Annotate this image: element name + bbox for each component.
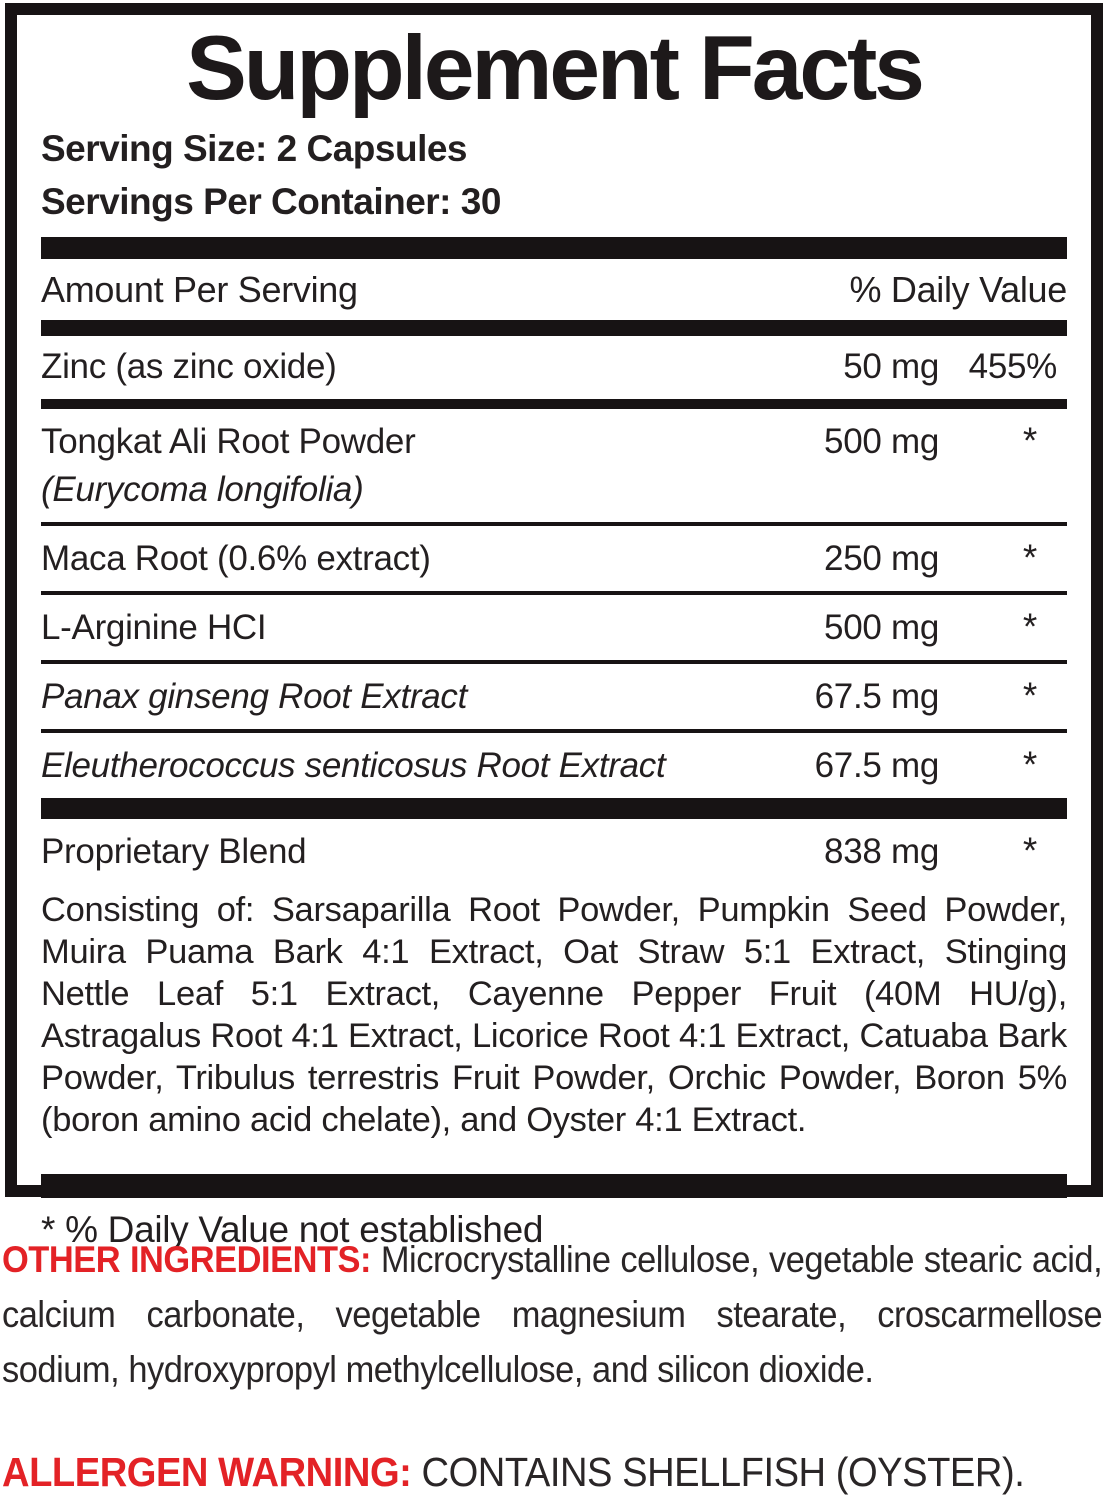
serving-size: Serving Size: 2 Capsules xyxy=(41,127,468,169)
amount-per-serving-header: Amount Per Serving xyxy=(41,268,358,310)
separator-bar-thick xyxy=(41,798,1067,819)
nutrient-amount: 838 mg xyxy=(824,831,939,871)
nutrient-name: Proprietary Blend xyxy=(41,831,307,871)
proprietary-blend-description: Consisting of: Sarsaparilla Root Powder, Pumpkin Seed Powder, Muira Puama Bark 4:1 Extract, Oat Straw 5:1 Extract, Stinging Nettle Leaf 5:1 Extract, Cayenne Pepper Fruit (40M HU/g), Astragalus Root 4:1 Extract, Licorice Root 4:1 Extract, Catuaba Bark Powder, Tribulus terrestris Fruit Powder, Orchic Powder, Boron 5% (boron amino acid chelate), and Oyster 4:1 Extract. xyxy=(41,890,1067,1139)
separator-bar-medium xyxy=(41,399,1067,409)
nutrient-daily-value: * xyxy=(1022,674,1037,716)
separator-bar-thick xyxy=(41,1174,1067,1198)
separator-bar-thick xyxy=(41,237,1067,259)
nutrient-daily-value: * xyxy=(1022,743,1037,785)
nutrient-daily-value: * xyxy=(1022,605,1037,647)
servings-per-container: Servings Per Container: 30 xyxy=(41,180,501,222)
nutrient-name-main: Tongkat Ali Root Powder xyxy=(41,421,416,461)
nutrient-name xyxy=(41,422,789,510)
spacer xyxy=(41,1141,1067,1174)
nutrient-name: Zinc (as zinc oxide) xyxy=(41,346,337,386)
allergen-warning-text: CONTAINS SHELLFISH (OYSTER). xyxy=(421,1449,1025,1495)
nutrient-row-maca-root xyxy=(41,526,1067,591)
nutrient-name: Panax ginseng Root Extract xyxy=(41,676,468,716)
nutrient-row-tongkat-ali xyxy=(41,409,1067,522)
nutrient-daily-value: 455% xyxy=(968,346,1057,386)
nutrient-amount: 67.5 mg xyxy=(814,745,939,785)
nutrient-latin-name: (Eurycoma longifolia) xyxy=(41,469,364,509)
other-ingredients-paragraph xyxy=(2,1232,1102,1397)
daily-value-header: % Daily Value xyxy=(849,268,1067,310)
nutrient-amount: 500 mg xyxy=(824,421,939,461)
nutrient-amount: 500 mg xyxy=(824,607,939,647)
daily-value-footnote: * % Daily Value not established xyxy=(41,1208,544,1250)
panel-title: Supplement Facts xyxy=(186,18,922,119)
nutrient-name: Maca Root (0.6% extract) xyxy=(41,538,431,578)
separator-bar-medium xyxy=(41,320,1067,336)
nutrient-row-l-arginine xyxy=(41,595,1067,660)
nutrient-amount: 250 mg xyxy=(824,538,939,578)
nutrient-row-proprietary-blend xyxy=(41,819,1067,884)
nutrient-row-zinc xyxy=(41,336,1067,399)
nutrient-daily-value: * xyxy=(1022,829,1037,871)
supplement-facts-panel xyxy=(5,3,1103,1250)
nutrient-amount: 67.5 mg xyxy=(814,676,939,716)
other-ingredients-label: OTHER INGREDIENTS: xyxy=(2,1239,372,1280)
column-header-row xyxy=(41,259,1067,320)
nutrient-row-eleutherococcus xyxy=(41,733,1067,798)
allergen-warning-paragraph xyxy=(2,1448,1102,1496)
nutrient-name: Eleutherococcus senticosus Root Extract xyxy=(41,745,666,785)
nutrient-daily-value: * xyxy=(1022,536,1037,578)
other-ingredients-text: Microcrystalline cellulose, vegetable stearic acid, calcium carbonate, vegetable magnesium stearate, croscarmellose sodium, hydroxypropyl methylcellulose, and silicon dioxide. xyxy=(2,1239,1103,1390)
nutrient-row-panax-ginseng xyxy=(41,664,1067,729)
nutrient-daily-value: * xyxy=(1022,419,1037,461)
nutrient-name: L-Arginine HCI xyxy=(41,607,267,647)
nutrient-amount: 50 mg xyxy=(843,346,939,386)
allergen-warning-label: ALLERGEN WARNING: xyxy=(2,1449,412,1495)
